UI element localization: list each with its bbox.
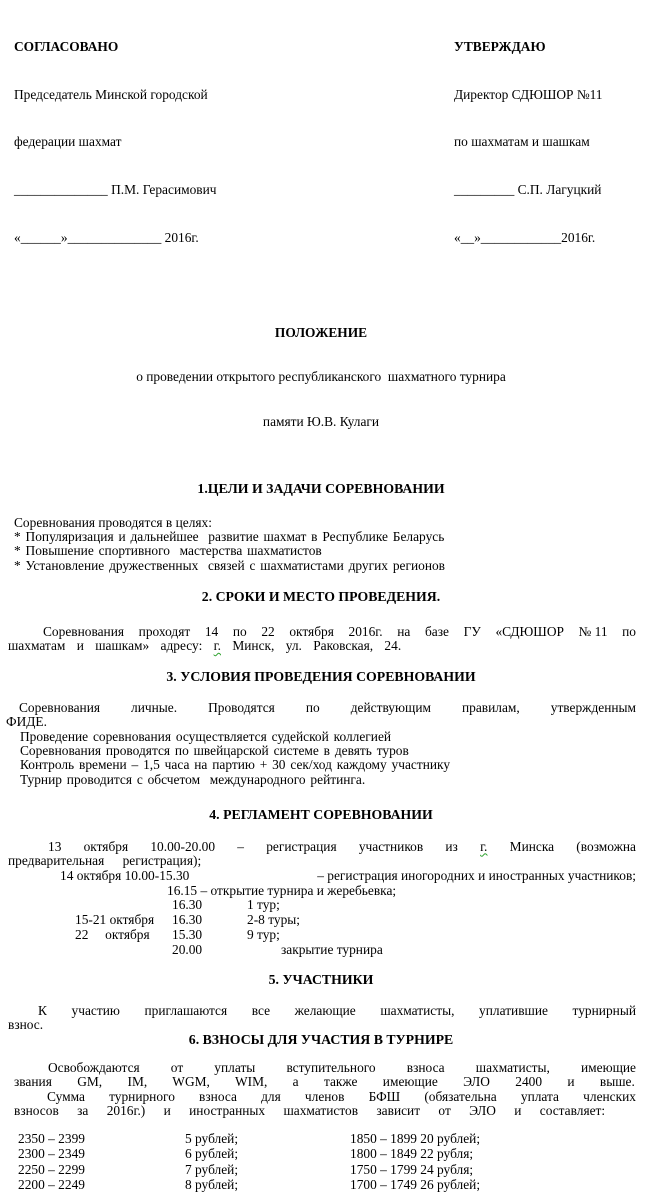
registration-minsk-paragraph xyxy=(8,840,636,869)
schedule-event: 9 тур; xyxy=(247,926,280,942)
approval-right-date-line: «__»____________2016г. xyxy=(454,229,596,245)
fee-row xyxy=(18,1131,636,1147)
schedule-time: 16.15 – открытие турнира и жеребьевка; xyxy=(167,882,397,898)
document-subtitle-2: памяти Ю.В. Кулаги xyxy=(262,413,380,429)
approval-right-role: Директор СДЮШОР №11 xyxy=(454,86,603,102)
spellchecked-city-abbr: г. xyxy=(213,638,221,654)
approval-header xyxy=(6,7,636,277)
schedule-time: 15.30 xyxy=(172,926,203,942)
registration-text: 13 октября 10.00-20.00 – регистрация участников из xyxy=(48,838,458,854)
registration-text-2: Минска (возможна предварительная регистрация); xyxy=(8,838,636,869)
spellchecked-city-abbr: г. xyxy=(480,838,488,854)
fee-amount-left: 6 рублей; xyxy=(185,1146,239,1162)
goal-item: * Повышение спортивного мастерства шахматистов xyxy=(14,543,322,559)
section-2-paragraph xyxy=(8,625,636,654)
approval-right-block xyxy=(454,7,636,277)
schedule-row xyxy=(6,913,636,928)
schedule-time: 16.30 xyxy=(172,912,203,928)
registration-event: – регистрация иногородних и иностранных участников; xyxy=(317,868,636,884)
schedule-time: 20.00 xyxy=(172,941,203,957)
section-5-heading: 5. УЧАСТНИКИ xyxy=(268,972,374,988)
schedule-row xyxy=(6,898,636,913)
schedule-event: 2-8 туры; xyxy=(247,912,300,928)
fee-amount-paragraph: Сумма турнирного взноса для членов БФШ (обязательна уплата членских взносов за 2016г.) и иностранных шахматистов зависит от ЭЛО и составляет: xyxy=(14,1088,636,1119)
schedule-date xyxy=(6,943,167,958)
section-2-text: Соревнования проходят 14 по 22 октября 2016г. на базе ГУ «СДЮШОР №11 по шахматам и шашкам» адресу: xyxy=(8,623,636,654)
condition-line: Контроль времени – 1,5 часа на партию + 30 сек/ход каждому участнику xyxy=(20,757,451,773)
approval-left-signature-line: ______________ П.М. Герасимович xyxy=(14,181,217,197)
approval-left-caption: СОГЛАСОВАНО xyxy=(14,38,119,54)
document-title-block xyxy=(6,296,636,459)
schedule-event: закрытие турнира xyxy=(281,941,383,957)
registration-visitors-line xyxy=(60,869,636,884)
section-5-paragraph: К участию приглашаются все желающие шахматисты, уплатившие турнирный взнос. xyxy=(8,1002,636,1033)
section-2-heading: 2. СРОКИ И МЕСТО ПРОВЕДЕНИЯ. xyxy=(201,589,441,605)
schedule-time: 16.30 xyxy=(172,897,203,913)
approval-left-role2: федерации шахмат xyxy=(14,134,122,150)
fee-row xyxy=(18,1162,636,1178)
schedule-row xyxy=(6,884,636,899)
goal-item: * Популяризация и дальнейшее развитие шахмат в Республике Беларусь xyxy=(14,528,445,544)
section-4-body xyxy=(6,840,636,958)
section-1-intro: Соревнования проводятся в целях: xyxy=(14,514,212,530)
approval-left-block xyxy=(14,7,217,277)
section-6-heading: 6. ВЗНОСЫ ДЛЯ УЧАСТИЯ В ТУРНИРЕ xyxy=(188,1031,454,1047)
section-3-paragraph: Соревнования личные. Проводятся по действующим правилам, утвержденным ФИДЕ. xyxy=(6,699,636,730)
schedule-event: 1 тур; xyxy=(247,897,280,913)
fee-range-right: 1800 – 1849 22 рубля; xyxy=(350,1146,474,1162)
fee-amount-left: 5 рублей; xyxy=(185,1130,239,1146)
fee-exemption-paragraph: Освобождаются от уплаты вступительного взноса шахматисты, имеющие звания GM, IM, WGM, WIM, а также имеющие ЭЛО 2400 и выше. xyxy=(14,1059,636,1090)
approval-right-signature-line: _________ С.П. Лагуцкий xyxy=(454,181,602,197)
fee-row xyxy=(18,1146,636,1162)
section-3-heading: 3. УСЛОВИЯ ПРОВЕДЕНИЯ СОРЕВНОВАНИИ xyxy=(166,669,476,685)
approval-left-date-line: «______»______________ 2016г. xyxy=(14,229,199,245)
section-2-text-2: Минск, ул. Раковская, 24. xyxy=(232,638,402,654)
fee-range-right: 1750 – 1799 24 рубля; xyxy=(350,1161,474,1177)
approval-right-role2: по шахматам и шашкам xyxy=(454,134,590,150)
fee-range-left: 2200 – 2249 xyxy=(18,1177,85,1193)
schedule-row xyxy=(6,928,636,943)
approval-right-caption: УТВЕРЖДАЮ xyxy=(454,38,546,54)
fee-amount-left: 8 рублей; xyxy=(185,1177,239,1193)
schedule-row xyxy=(6,943,636,958)
schedule-date: 22 октября xyxy=(75,926,150,942)
schedule-event xyxy=(247,884,636,899)
section-4-heading: 4. РЕГЛАМЕНТ СОРЕВНОВАНИИ xyxy=(209,807,433,823)
section-1-heading: 1.ЦЕЛИ И ЗАДАЧИ СОРЕВНОВАНИИ xyxy=(197,481,445,497)
fee-range-right: 1700 – 1749 26 рублей; xyxy=(350,1177,481,1193)
goal-item: * Установление дружественных связей с шахматистами других регионов xyxy=(14,557,446,573)
fee-range-left: 2350 – 2399 xyxy=(18,1130,85,1146)
schedule-date xyxy=(6,884,167,899)
schedule-date: 15-21 октября xyxy=(75,912,155,928)
schedule-date xyxy=(6,898,167,913)
document-title: ПОЛОЖЕНИЕ xyxy=(274,325,368,340)
approval-left-role: Председатель Минской городской xyxy=(14,86,208,102)
condition-line: Проведение соревнования осуществляется судейской коллегией xyxy=(20,728,392,744)
document-subtitle: о проведении открытого республиканского шахматного турнира xyxy=(136,369,506,385)
fee-row xyxy=(18,1177,636,1193)
fee-range-left: 2250 – 2299 xyxy=(18,1161,85,1177)
fee-range-right: 1850 – 1899 20 рублей; xyxy=(350,1130,481,1146)
fee-table xyxy=(18,1131,636,1193)
registration-datetime: 14 октября 10.00-15.30 xyxy=(60,868,190,884)
condition-line: Турнир проводится с обсчетом международного рейтинга. xyxy=(20,771,366,787)
fee-range-left: 2300 – 2349 xyxy=(18,1146,85,1162)
condition-line: Соревнования проводятся по швейцарской системе в девять туров xyxy=(20,743,409,759)
fee-amount-left: 7 рублей; xyxy=(185,1161,239,1177)
